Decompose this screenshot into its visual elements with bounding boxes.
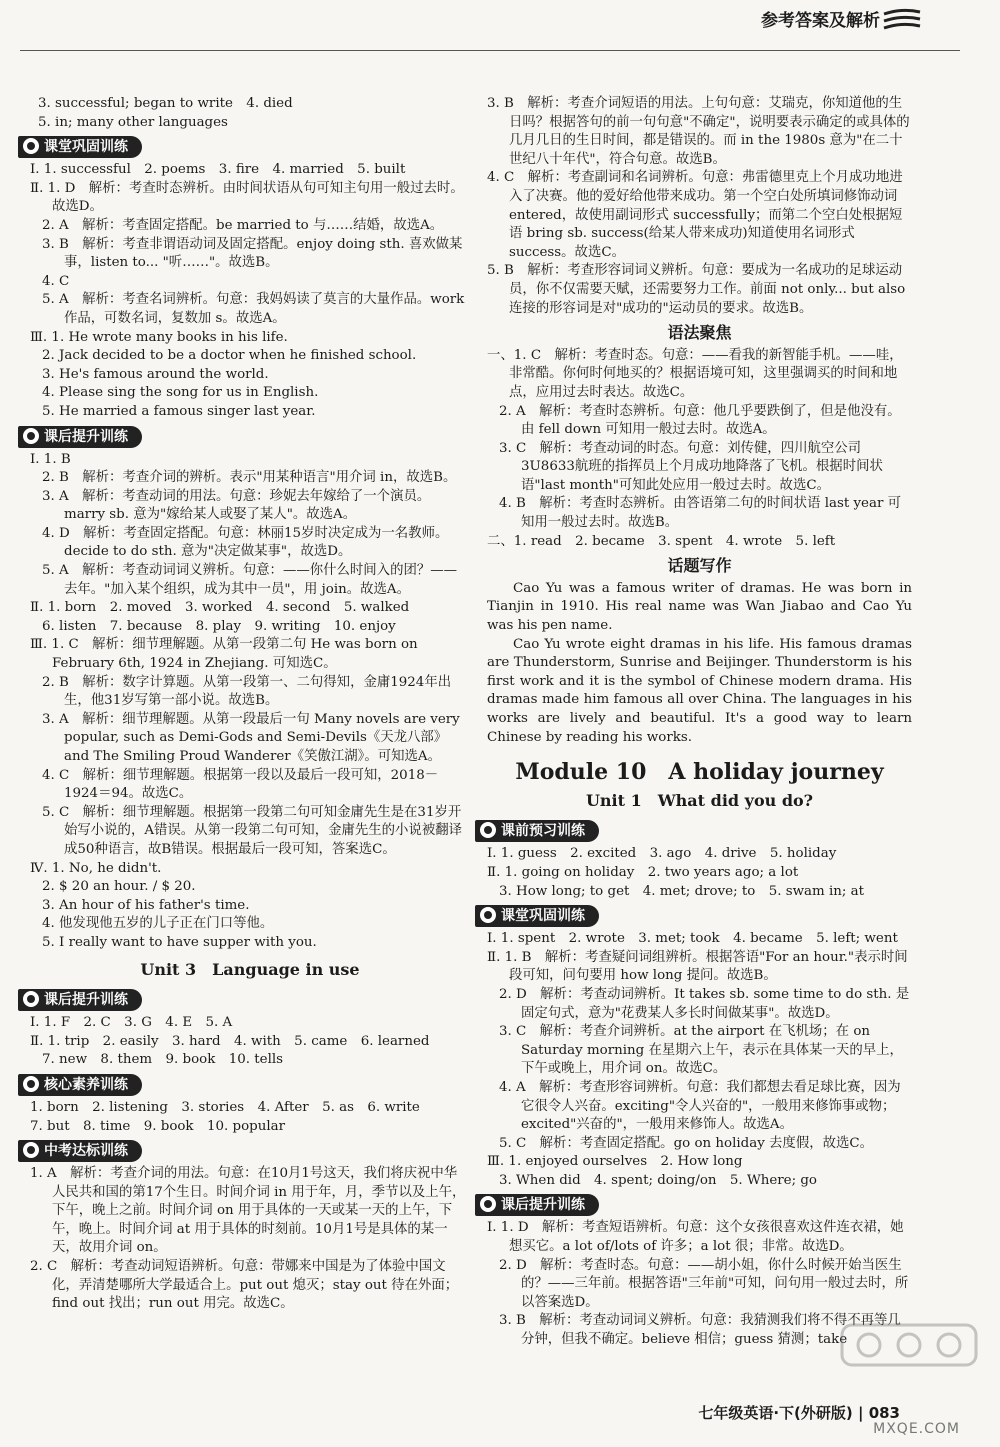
section-banner-after-class: 课后提升训练	[18, 426, 142, 448]
answer-line: 3. How long; to get 4. met; drove; to 5. swam in; at	[499, 883, 865, 899]
answer-line: 3. C 解析：考查动词的时态。句意：刘传健，四川航空公司3U8633航班的指挥员上个月成功地降落了飞机。根据时间状语"last month"可知此处应用一般过去时。故选C。	[499, 440, 883, 493]
answer-line: 3. B 解析：考查非谓语动词及固定搭配。enjoy doing sth. 喜欢做某事，listen to... "听……"。故选B。	[42, 236, 463, 271]
section-banner-exam: 中考达标训练	[18, 1140, 142, 1162]
answer-line: 2. C 解析：考查动词短语辨析。句意：带娜来中国是为了体验中国文化，弄清楚哪所大学最适合上。put out 熄灭；stay out 待在外面；find out 找出；run out 用完。故选C。	[30, 1259, 459, 1312]
answer-line: 2. B 解析：数字计算题。从第一段第一、二句得知，金庸1924年出生，他31岁写第一部小说。故选B。	[42, 674, 452, 709]
flower-icon	[479, 906, 497, 924]
essay-paragraph: Cao Yu wrote eight dramas in his life. His famous dramas are Thunderstorm, Sunrise and Beijinger. Thunderstorm is his first work and it is the symbol of Chinese modern drama. His dramas made him famous all over China. The languages in his works are lively and beautiful. It's a good way to learn Chinese by reading his works.	[487, 636, 912, 745]
answer-line: 3. He's famous around the world.	[42, 366, 269, 382]
answer-line: 3. When did 4. spent; doing/on 5. Where; go	[499, 1172, 817, 1188]
answer-line: 2. B 解析：考查介词的辨析。表示"用某种语言"用介词 in，故选B。	[42, 470, 457, 486]
module-title: Module 10 A holiday journey	[515, 759, 884, 786]
answer-line: 4. C 解析：细节理解题。根据第一段以及最后一段可知，2018－1924＝94。故选C。	[42, 767, 439, 802]
answer-line: Ⅰ. 1. guess 2. excited 3. ago 4. drive 5. holiday	[487, 846, 837, 862]
answer-line: 2. Jack decided to be a doctor when he finished school.	[42, 348, 417, 364]
page-header-title: 参考答案及解析	[761, 11, 880, 31]
answer-line: Ⅱ. 1. D 解析：考查时态辨析。由时间状语从句可知主句用一般过去时。故选D。	[30, 180, 464, 215]
grammar-section-title: 语法聚焦	[667, 323, 732, 343]
answer-line: Ⅰ. 1. successful 2. poems 3. fire 4. married 5. built	[30, 162, 406, 178]
answer-line: Ⅲ. 1. enjoyed ourselves 2. How long	[487, 1154, 743, 1170]
answer-line: 4. C 解析：考查副词和名词辨析。句意：弗雷德里克上个月成功地进入了决赛。他的爱好给他带来成功。第一个空白处所填词修饰动词 entered，故使用副词形式 successfully；而第二个空白处根据短语 bring sb. success(给某人带来成功)知道使用名词形式 success。故选C。	[487, 170, 903, 260]
answer-line: 5. A 解析：考查动词词义辨析。句意：——你什么时间入的团？——去年。"加入某个组织，成为其中一员"，用 join。故选A。	[42, 563, 458, 597]
section-banner-after-class: 课后提升训练	[18, 989, 142, 1011]
flower-icon	[479, 821, 497, 839]
answer-line: 3. C 解析：考查介词辨析。at the airport 在飞机场；在 on Saturday morning 在星期六上午，表示在具体某一天的早上，下午或晚上，用介词 on。故选C。	[499, 1024, 903, 1077]
flower-icon	[22, 1075, 40, 1093]
answer-line: 5. B 解析：考查形容词词义辨析。句意：要成为一名成功的足球运动员，你不仅需要天赋，还需要努力工作。前面 not only... but also 连接的形容词是对"成功的"运动员的要求。故选B。	[487, 263, 906, 316]
section-banner-preview: 课前预习训练	[475, 820, 599, 842]
answer-line: Ⅱ. 1. born 2. moved 3. worked 4. second 5. walked	[30, 600, 410, 616]
answer-line: Ⅲ. 1. He wrote many books in his life.	[30, 329, 288, 345]
answer-line: Ⅰ. 1. spent 2. wrote 3. met; took 4. became 5. left; went	[487, 931, 898, 947]
flower-icon	[479, 1195, 497, 1213]
answer-line: 3. A 解析：细节理解题。从第一段最后一句 Many novels are very popular, such as Demi-Gods and Semi-Devils《天龙八部》and The Smiling Proud Wanderer《笑傲江湖》。可知选A。	[42, 711, 460, 764]
answer-line: 4. D 解析：考查固定搭配。句意：林丽15岁时决定成为一名教师。decide to do sth. 意为"决定做某事"，故选D。	[42, 525, 449, 560]
answer-line: 6. listen 7. because 8. play 9. writing 10. enjoy	[42, 618, 396, 634]
left-column	[30, 95, 470, 1314]
answer-line: 7. but 8. time 9. book 10. popular	[30, 1118, 285, 1134]
section-banner-after-class: 课后提升训练	[475, 1194, 599, 1216]
flower-icon	[22, 427, 40, 445]
answer-line: 3. An hour of his father's time.	[42, 897, 250, 913]
header-swoosh-icon	[882, 8, 922, 34]
answer-line: 7. new 8. them 9. book 10. tells	[42, 1052, 284, 1068]
unit-title: Unit 1 What did you do?	[585, 790, 814, 810]
footer-book-label: 七年级英语·下(外研版)	[698, 1404, 853, 1422]
page-number: 083	[868, 1404, 900, 1422]
section-banner-classroom: 课堂巩固训练	[475, 905, 599, 927]
header-divider	[20, 50, 960, 51]
answer-line: 5. in; many other languages	[38, 114, 228, 130]
answer-line: 3. B 解析：考查介词短语的用法。上句句意：艾瑞克，你知道他的生日吗？根据答句的前一句句意"不确定"，说明要表示确定的或具体的几月几日的生日时间，都是错误的。而 in the 1980s 意为"在二十世纪八十年代"，符合句意。故选B。	[487, 96, 910, 167]
answer-line: 4. 他发现他五岁的儿子正在门口等他。	[42, 916, 274, 932]
answer-line: 4. C	[42, 273, 70, 289]
writing-section-title: 话题写作	[667, 556, 732, 576]
right-column	[487, 95, 912, 1350]
answer-line: Ⅳ. 1. No, he didn't.	[30, 860, 162, 876]
answer-line: Ⅰ. 1. B	[30, 451, 71, 467]
answer-line: 5. C 解析：细节理解题。根据第一段第二句可知金庸先生是在31岁开始写小说的，A错误。从第一段第二句可知，金庸先生的小说被翻译成50种语言，故B错误。根据最后一段可知，答案选C。	[42, 804, 462, 857]
answer-line: Ⅱ. 1. going on holiday 2. two years ago; a lot	[487, 864, 799, 880]
flower-icon	[22, 137, 40, 155]
answer-line: 5. C 解析：考查固定搭配。go on holiday 去度假，故选C。	[499, 1135, 874, 1151]
answer-line: 4. B 解析：考查时态辨析。由答语第二句的时间状语 last year 可知用一般过去时。故选B。	[499, 496, 902, 531]
watermark-logo-icon	[834, 1317, 984, 1387]
answer-line: 一、1. C 解析：考查时态。句意：——看我的新智能手机。——哇，非常酷。你何时何地买的？根据语境可知，这里强调买的时间和地点，应用过去时表达。故选C。	[487, 347, 903, 400]
answer-line: Ⅰ. 1. F 2. C 3. G 4. E 5. A	[30, 1015, 233, 1031]
answer-line: 1. born 2. listening 3. stories 4. After 5. as 6. write	[30, 1099, 420, 1115]
answer-line: Ⅰ. 1. D 解析：考查短语辨析。句意：这个女孩很喜欢这件连衣裙，她想买它。a lot of/lots of 许多；a lot 很；非常。故选D。	[487, 1220, 904, 1255]
answer-line: 5. I really want to have supper with you.	[42, 934, 317, 950]
answer-line: 2. A 解析：考查时态辨析。句意：他几乎要跌倒了，但是他没有。由 fell down 可知用一般过去时。故选A。	[499, 403, 901, 438]
section-banner-classroom: 课堂巩固训练	[18, 136, 142, 158]
model-essay	[487, 580, 912, 747]
watermark-text: MXQE.COM	[873, 1421, 960, 1437]
answer-line: 2. D 解析：考查动词辨析。It takes sb. some time to do sth. 是固定句式，意为"花费某人多长时间做某事"。故选D。	[499, 986, 910, 1021]
essay-paragraph: Cao Yu was a famous writer of dramas. He was born in Tianjin in 1910. His real name was Wan Jiabao and Cao Yu was his pen name.	[487, 580, 912, 634]
answer-line: 3. successful; began to write 4. died	[38, 96, 293, 111]
answer-line: 2. A 解析：考查固定搭配。be married to 与……结婚，故选A。	[42, 217, 444, 233]
answer-line: 2. $ 20 an hour. / $ 20.	[42, 879, 196, 895]
answer-line: 1. A 解析：考查介词的用法。句意：在10月1号这天，我们将庆祝中华人民共和国的第17个生日。时间介词 in 用于年，月，季节以及上午，下午，晚上之前。时间介词 on 用于具体的一天或某一天的上午，下午，晚上。时间介词 at 用于具体的时刻前。10月1号是具体的某一天，故用介词 on。	[30, 1166, 466, 1256]
answer-line: Ⅱ. 1. B 解析：考查疑问词组辨析。根据答语"For an hour."表示时间段可知，问句要用 how long 提问。故选B。	[487, 949, 908, 984]
answer-line: 二、1. read 2. became 3. spent 4. wrote 5. left	[487, 533, 836, 549]
section-banner-core: 核心素养训练	[18, 1074, 142, 1096]
answer-line: 3. A 解析：考查动词的用法。句意：珍妮去年嫁给了一个演员。marry sb. 意为"嫁给某人或娶了某人"。故选A。	[42, 488, 431, 523]
flower-icon	[22, 990, 40, 1008]
answer-line: 5. A 解析：考查名词辨析。句意：我妈妈读了莫言的大量作品。work 作品，可数名词，复数加 s。故选A。	[42, 292, 465, 326]
answer-line: 2. D 解析：考查时态。句意：——胡小姐，你什么时候开始当医生的？——三年前。根据答语"三年前"可知，问句用一般过去时，所以答案选D。	[499, 1257, 909, 1310]
answer-line: Ⅱ. 1. trip 2. easily 3. hard 4. with 5. came 6. learned	[30, 1033, 430, 1049]
unit-title: Unit 3 Language in use	[140, 959, 360, 979]
page-footer: 七年级英语·下(外研版) | 083	[698, 1404, 900, 1422]
answer-line: 4. A 解析：考查形容词辨析。句意：我们都想去看足球比赛，因为它很令人兴奋。exciting"令人兴奋的"，一般用来修饰事或物；excited"兴奋的"，一般用来修饰人。故选A。	[499, 1079, 901, 1133]
answer-line: 5. He married a famous singer last year.	[42, 403, 316, 419]
answer-line: 4. Please sing the song for us in English.	[42, 385, 319, 401]
answer-line: Ⅲ. 1. C 解析：细节理解题。从第一段第二句 He was born on February 6th, 1924 in Zhejiang. 可知选C。	[30, 637, 418, 672]
flower-icon	[22, 1141, 40, 1159]
answer-line: 3. B 解析：考查动词词义辨析。句意：我猜测我们将不得不再等几分钟，但我不确定。believe 相信；guess 猜测；take	[499, 1313, 901, 1348]
